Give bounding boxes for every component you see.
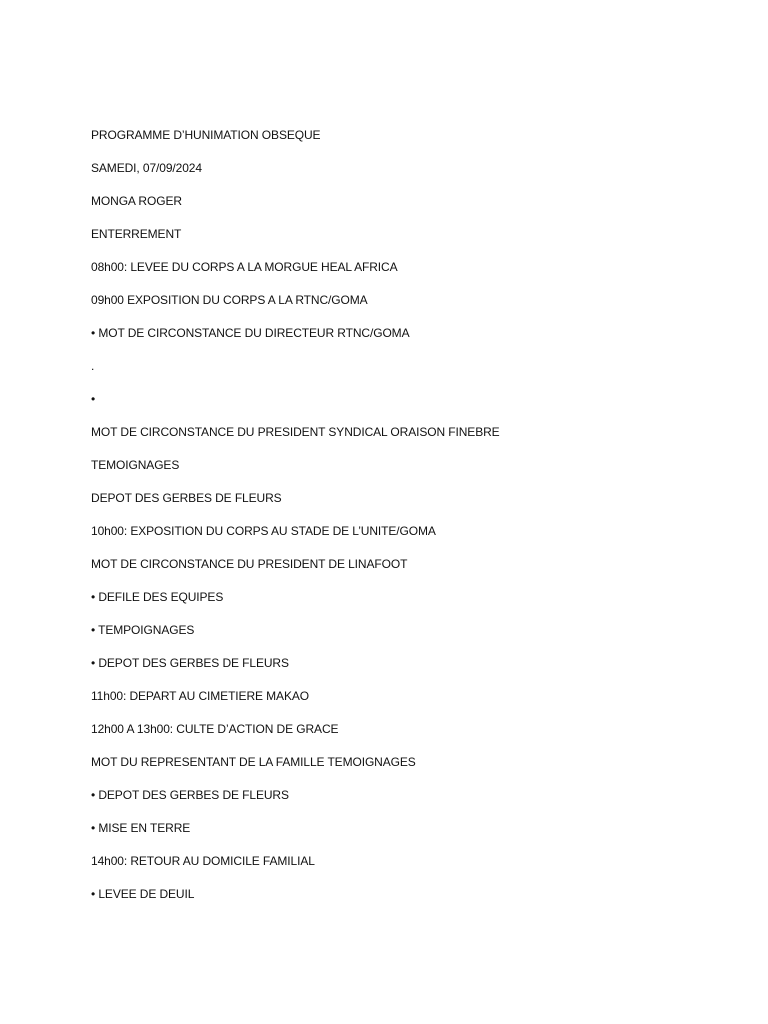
schedule-item: 09h00 EXPOSITION DU CORPS A LA RTNC/GOMA <box>91 293 368 307</box>
schedule-item: MOT DE CIRCONSTANCE DU PRESIDENT SYNDICAL ORAISON FINEBRE <box>91 425 500 439</box>
bullet-item: • MOT DE CIRCONSTANCE DU DIRECTEUR RTNC/GOMA <box>91 326 410 340</box>
schedule-item: 14h00: RETOUR AU DOMICILE FAMILIAL <box>91 854 315 868</box>
bullet-item: • MISE EN TERRE <box>91 821 191 835</box>
schedule-item: 10h00: EXPOSITION DU CORPS AU STADE DE L’UNITE/GOMA <box>91 524 436 538</box>
schedule-item: MOT DU REPRESENTANT DE LA FAMILLE TEMOIGNAGES <box>91 755 416 769</box>
schedule-item: TEMOIGNAGES <box>91 458 180 472</box>
deceased-name: MONGA ROGER <box>91 194 182 208</box>
document-title: PROGRAMME D’HUNIMATION OBSEQUE <box>91 128 321 142</box>
bullet-item: • TEMPOIGNAGES <box>91 623 195 637</box>
bullet-item: • DEPOT DES GERBES DE FLEURS <box>91 656 289 670</box>
event-heading: ENTERREMENT <box>91 227 182 241</box>
document-body <box>91 126 731 918</box>
bullet-item: • DEPOT DES GERBES DE FLEURS <box>91 788 289 802</box>
bullet-item: • LEVEE DE DEUIL <box>91 887 195 901</box>
schedule-item: MOT DE CIRCONSTANCE DU PRESIDENT DE LINAFOOT <box>91 557 408 571</box>
schedule-item: 08h00: LEVEE DU CORPS A LA MORGUE HEAL AFRICA <box>91 260 398 274</box>
stray-dot: . <box>91 359 95 373</box>
empty-bullet: • <box>91 392 96 406</box>
schedule-item: 12h00 A 13h00: CULTE D’ACTION DE GRACE <box>91 722 339 736</box>
schedule-item: 11h00: DEPART AU CIMETIERE MAKAO <box>91 689 309 703</box>
bullet-item: • DEFILE DES EQUIPES <box>91 590 224 604</box>
schedule-item: DEPOT DES GERBES DE FLEURS <box>91 491 282 505</box>
document-date: SAMEDI, 07/09/2024 <box>91 161 202 175</box>
